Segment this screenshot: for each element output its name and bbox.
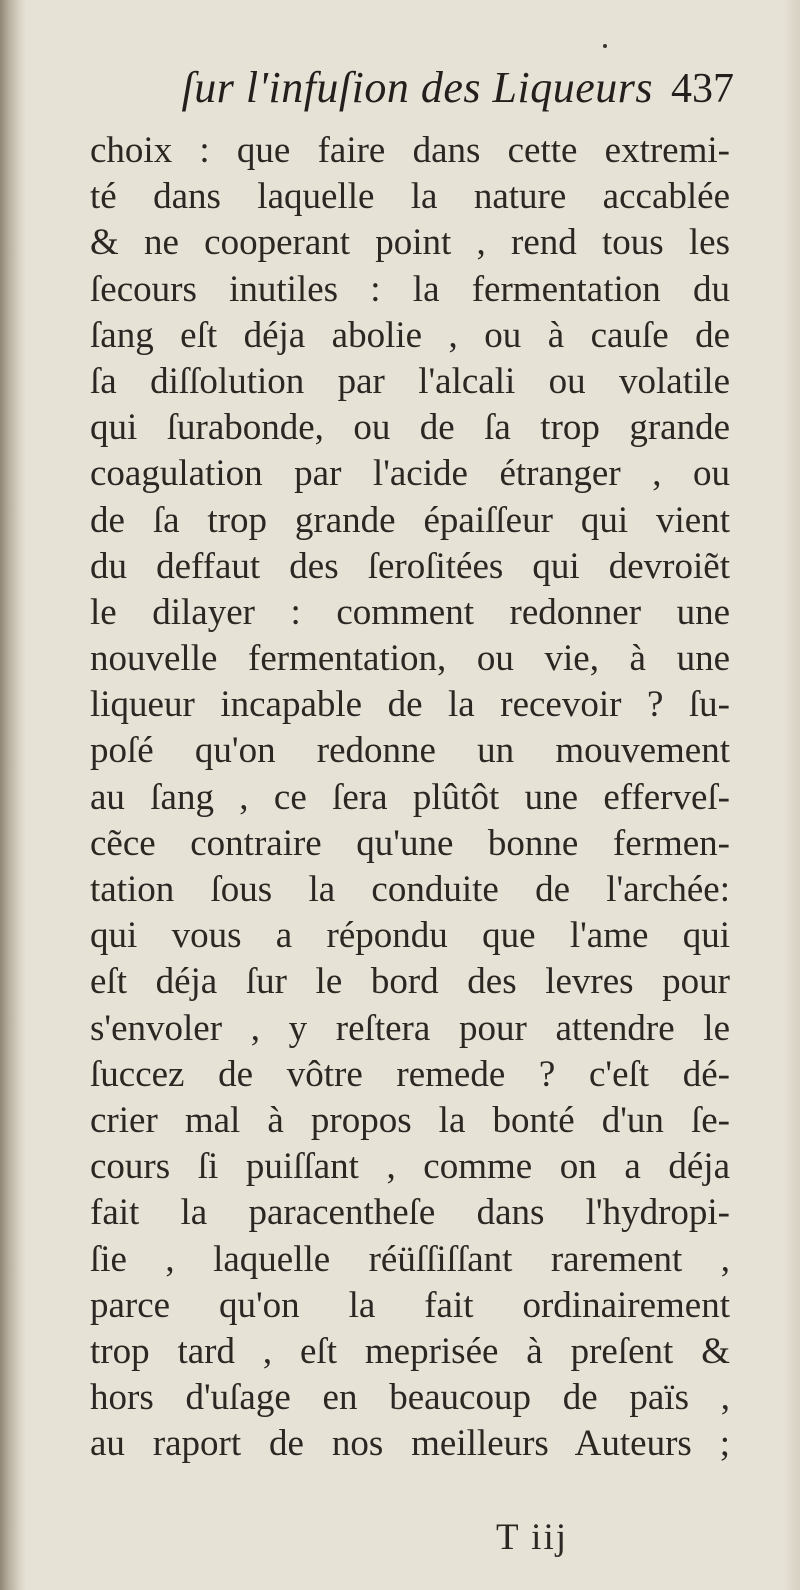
signature-mark: T iij bbox=[496, 1517, 569, 1558]
text-line: parce qu'on la fait ordinairement bbox=[90, 1284, 730, 1326]
text-line: cẽce contraire qu'une bonne fermen- bbox=[90, 822, 730, 864]
text-line: té dans laquelle la nature accablée bbox=[90, 176, 730, 218]
ink-speck bbox=[603, 44, 607, 48]
text-line: qui vous a répondu que l'ame qui bbox=[90, 915, 730, 957]
text-line: liqueur incapable de la recevoir ? ſu- bbox=[90, 684, 730, 726]
text-line: trop tard , eſt meprisée à preſent & bbox=[90, 1330, 730, 1372]
text-line: cours ſi puiſſant , comme on a déja bbox=[90, 1146, 730, 1188]
text-line: qui ſurabonde, ou de ſa trop grande bbox=[90, 407, 730, 449]
text-line: coagulation par l'acide étranger , ou bbox=[90, 453, 730, 495]
text-line: poſé qu'on redonne un mouvement bbox=[90, 730, 730, 772]
text-line: ſuccez de vôtre remede ? c'eſt dé- bbox=[90, 1053, 730, 1095]
text-line: ſie , laquelle réüſſiſſant rarement , bbox=[90, 1238, 730, 1280]
text-line: du deffaut des ſeroſitées qui devroiẽt bbox=[90, 545, 730, 587]
text-line: ſang eſt déja abolie , ou à cauſe de bbox=[90, 314, 730, 356]
text-line: hors d'uſage en beaucoup de païs , bbox=[90, 1377, 730, 1419]
body-text bbox=[90, 128, 730, 1467]
text-line: le dilayer : comment redonner une bbox=[90, 591, 730, 633]
text-line: tation ſous la conduite de l'archée: bbox=[90, 869, 730, 910]
text-line: fait la paracentheſe dans l'hydropi- bbox=[90, 1192, 730, 1234]
text-line: crier mal à propos la bonté d'un ſe- bbox=[90, 1099, 730, 1141]
running-head bbox=[0, 62, 734, 130]
page-edge bbox=[782, 0, 800, 1590]
binding-shadow bbox=[0, 0, 26, 1590]
text-line: au ſang , ce ſera plûtôt une efferveſ- bbox=[90, 776, 730, 818]
text-line: & ne cooperant point , rend tous les bbox=[90, 222, 730, 264]
text-line: ſecours inutiles : la fermentation du bbox=[90, 268, 730, 310]
text-line: nouvelle fermentation, ou vie, à une bbox=[90, 638, 730, 680]
text-line: de ſa trop grande épaiſſeur qui vient bbox=[90, 499, 730, 541]
text-line: choix : que faire dans cette extremi- bbox=[90, 130, 730, 171]
text-line: s'envoler , y reſtera pour attendre le bbox=[90, 1007, 730, 1049]
text-line: ſa diſſolution par l'alcali ou volatile bbox=[90, 360, 730, 402]
text-line: au raport de nos meilleurs Auteurs ; bbox=[90, 1423, 730, 1465]
running-title: ſur l'infuſion des Liqueurs bbox=[181, 63, 653, 112]
text-line: eſt déja ſur le bord des levres pour bbox=[90, 961, 730, 1003]
page-number: 437 bbox=[671, 66, 734, 112]
